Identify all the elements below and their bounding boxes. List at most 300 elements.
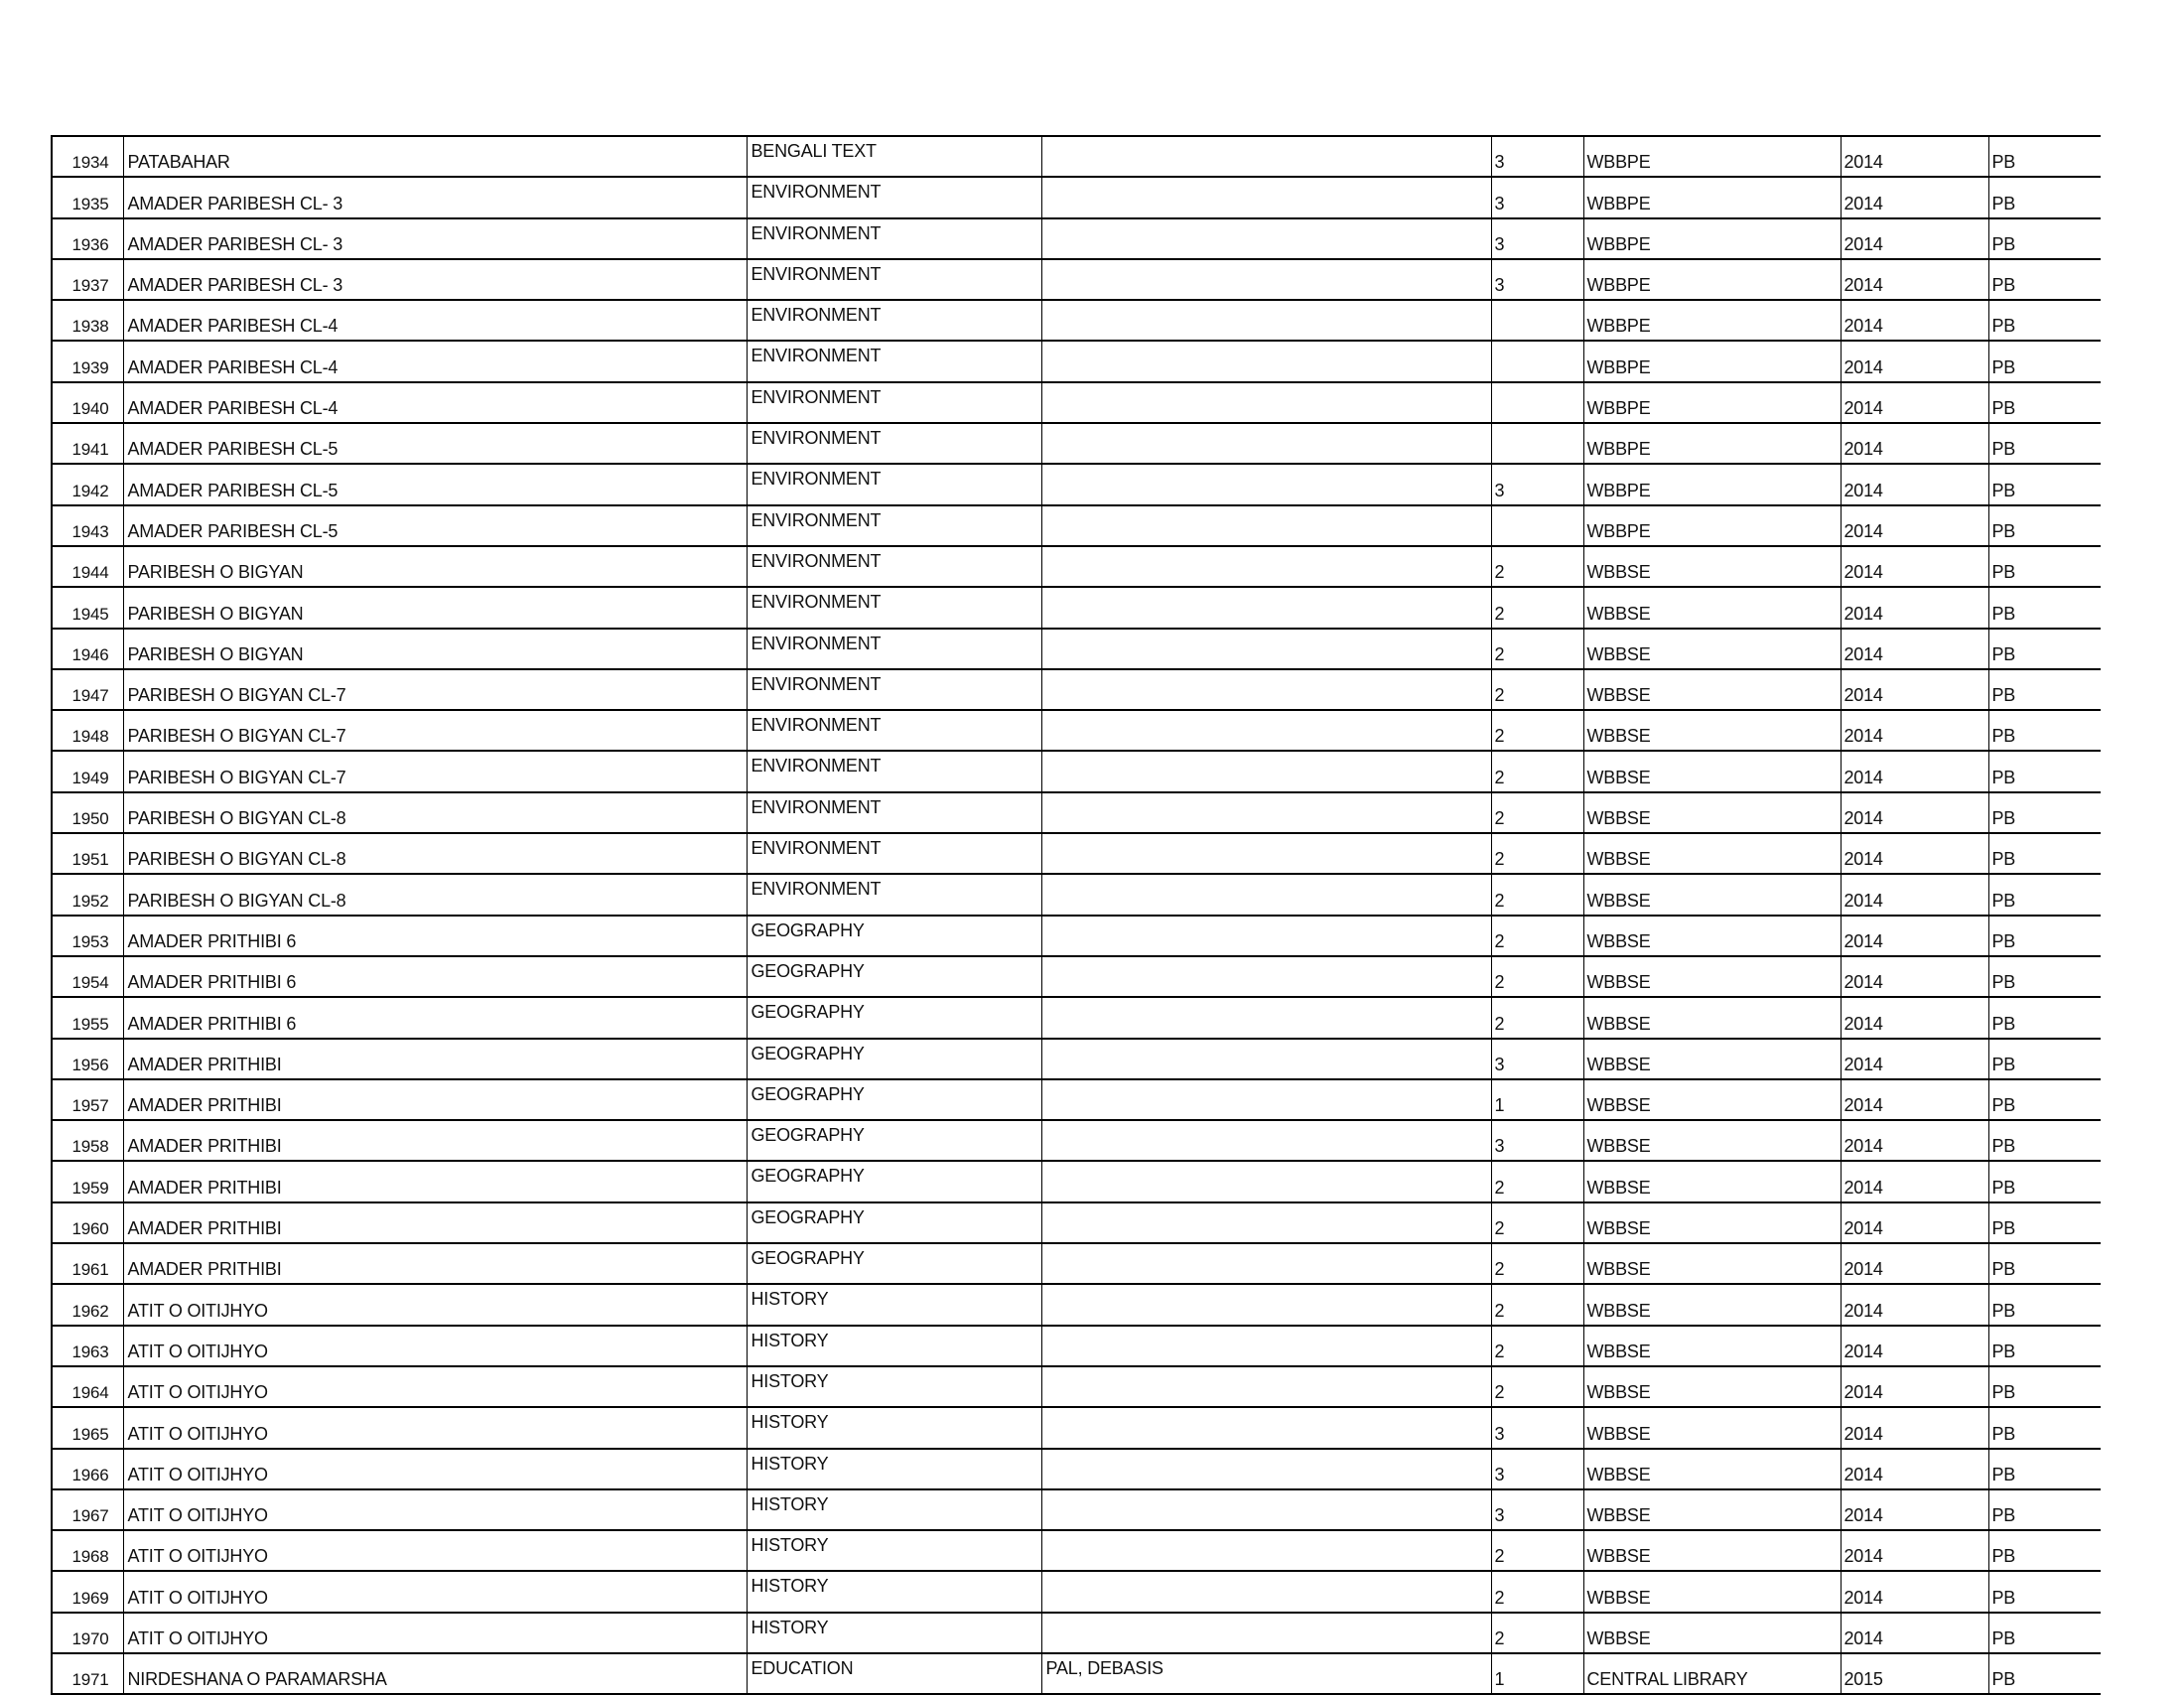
publisher-cell: WBBSE <box>1583 546 1841 587</box>
title-cell: PARIBESH O BIGYAN CL-7 <box>123 751 747 791</box>
title-cell: ATIT O OITIJHYO <box>123 1366 747 1407</box>
subject-cell: GEOGRAPHY <box>747 1161 1041 1201</box>
author-cell <box>1041 833 1491 874</box>
publisher-cell: WBBSE <box>1583 1120 1841 1161</box>
table-row <box>52 587 2101 628</box>
table-body <box>52 136 2101 1694</box>
binding-cell: PB <box>1988 546 2101 587</box>
year-cell: 2014 <box>1841 1407 1988 1448</box>
title-cell: AMADER PRITHIBI <box>123 1079 747 1120</box>
copies-cell: 3 <box>1491 136 1583 177</box>
year-cell: 2014 <box>1841 792 1988 833</box>
binding-cell: PB <box>1988 629 2101 669</box>
table-row <box>52 629 2101 669</box>
subject-cell: ENVIRONMENT <box>747 300 1041 341</box>
author-cell <box>1041 546 1491 587</box>
serial-number-cell: 1970 <box>52 1613 123 1653</box>
year-cell: 2014 <box>1841 464 1988 504</box>
author-cell <box>1041 792 1491 833</box>
binding-cell: PB <box>1988 259 2101 300</box>
subject-cell: ENVIRONMENT <box>747 629 1041 669</box>
year-cell: 2014 <box>1841 1161 1988 1201</box>
author-cell <box>1041 629 1491 669</box>
table-row <box>52 792 2101 833</box>
publisher-cell: WBBPE <box>1583 136 1841 177</box>
subject-cell: EDUCATION <box>747 1653 1041 1694</box>
binding-cell: PB <box>1988 341 2101 381</box>
year-cell: 2014 <box>1841 629 1988 669</box>
subject-cell: ENVIRONMENT <box>747 505 1041 546</box>
author-cell <box>1041 1407 1491 1448</box>
title-cell: PATABAHAR <box>123 136 747 177</box>
author-cell <box>1041 1161 1491 1201</box>
year-cell: 2014 <box>1841 177 1988 217</box>
subject-cell: ENVIRONMENT <box>747 423 1041 464</box>
author-cell <box>1041 259 1491 300</box>
subject-cell: ENVIRONMENT <box>747 587 1041 628</box>
year-cell: 2014 <box>1841 1120 1988 1161</box>
binding-cell: PB <box>1988 1407 2101 1448</box>
year-cell: 2014 <box>1841 505 1988 546</box>
year-cell: 2014 <box>1841 1449 1988 1489</box>
author-cell <box>1041 1366 1491 1407</box>
author-cell <box>1041 587 1491 628</box>
title-cell: AMADER PARIBESH CL-4 <box>123 382 747 423</box>
copies-cell: 2 <box>1491 546 1583 587</box>
subject-cell: HISTORY <box>747 1571 1041 1612</box>
publisher-cell: WBBPE <box>1583 505 1841 546</box>
title-cell: PARIBESH O BIGYAN CL-7 <box>123 669 747 710</box>
author-cell <box>1041 341 1491 381</box>
binding-cell: PB <box>1988 1243 2101 1284</box>
title-cell: AMADER PRITHIBI 6 <box>123 997 747 1038</box>
binding-cell: PB <box>1988 792 2101 833</box>
publisher-cell: WBBSE <box>1583 1530 1841 1571</box>
table-row <box>52 546 2101 587</box>
publisher-cell: WBBSE <box>1583 587 1841 628</box>
author-cell <box>1041 1326 1491 1366</box>
year-cell: 2014 <box>1841 1079 1988 1120</box>
author-cell <box>1041 1449 1491 1489</box>
author-cell <box>1041 669 1491 710</box>
table-row <box>52 916 2101 956</box>
serial-number-cell: 1965 <box>52 1407 123 1448</box>
year-cell: 2014 <box>1841 1530 1988 1571</box>
author-cell <box>1041 177 1491 217</box>
title-cell: AMADER PRITHIBI <box>123 1161 747 1201</box>
serial-number-cell: 1935 <box>52 177 123 217</box>
author-cell <box>1041 1284 1491 1325</box>
binding-cell: PB <box>1988 997 2101 1038</box>
serial-number-cell: 1959 <box>52 1161 123 1201</box>
serial-number-cell: 1934 <box>52 136 123 177</box>
subject-cell: ENVIRONMENT <box>747 669 1041 710</box>
serial-number-cell: 1943 <box>52 505 123 546</box>
subject-cell: ENVIRONMENT <box>747 710 1041 751</box>
publisher-cell: WBBPE <box>1583 300 1841 341</box>
binding-cell: PB <box>1988 505 2101 546</box>
title-cell: AMADER PRITHIBI <box>123 1202 747 1243</box>
table-row <box>52 1449 2101 1489</box>
subject-cell: GEOGRAPHY <box>747 1202 1041 1243</box>
table-row <box>52 1326 2101 1366</box>
author-cell <box>1041 874 1491 915</box>
copies-cell: 2 <box>1491 710 1583 751</box>
subject-cell: ENVIRONMENT <box>747 218 1041 259</box>
author-cell <box>1041 956 1491 997</box>
table-row <box>52 1366 2101 1407</box>
serial-number-cell: 1956 <box>52 1039 123 1079</box>
title-cell: PARIBESH O BIGYAN <box>123 629 747 669</box>
copies-cell: 2 <box>1491 1326 1583 1366</box>
binding-cell: PB <box>1988 218 2101 259</box>
publisher-cell: WBBSE <box>1583 1407 1841 1448</box>
table-row <box>52 874 2101 915</box>
year-cell: 2014 <box>1841 341 1988 381</box>
subject-cell: ENVIRONMENT <box>747 833 1041 874</box>
year-cell: 2014 <box>1841 546 1988 587</box>
title-cell: PARIBESH O BIGYAN CL-8 <box>123 792 747 833</box>
title-cell: ATIT O OITIJHYO <box>123 1489 747 1530</box>
copies-cell: 3 <box>1491 259 1583 300</box>
subject-cell: HISTORY <box>747 1284 1041 1325</box>
year-cell: 2014 <box>1841 1613 1988 1653</box>
binding-cell: PB <box>1988 464 2101 504</box>
serial-number-cell: 1953 <box>52 916 123 956</box>
serial-number-cell: 1967 <box>52 1489 123 1530</box>
binding-cell: PB <box>1988 916 2101 956</box>
subject-cell: HISTORY <box>747 1613 1041 1653</box>
publisher-cell: WBBSE <box>1583 956 1841 997</box>
publisher-cell: WBBSE <box>1583 1079 1841 1120</box>
copies-cell <box>1491 300 1583 341</box>
title-cell: ATIT O OITIJHYO <box>123 1284 747 1325</box>
binding-cell: PB <box>1988 1613 2101 1653</box>
table-row <box>52 341 2101 381</box>
year-cell: 2014 <box>1841 136 1988 177</box>
publisher-cell: WBBPE <box>1583 423 1841 464</box>
copies-cell: 2 <box>1491 1161 1583 1201</box>
serial-number-cell: 1950 <box>52 792 123 833</box>
copies-cell: 3 <box>1491 1489 1583 1530</box>
binding-cell: PB <box>1988 1449 2101 1489</box>
serial-number-cell: 1941 <box>52 423 123 464</box>
subject-cell: ENVIRONMENT <box>747 464 1041 504</box>
publisher-cell: WBBPE <box>1583 177 1841 217</box>
title-cell: PARIBESH O BIGYAN CL-8 <box>123 833 747 874</box>
table-row <box>52 956 2101 997</box>
title-cell: AMADER PARIBESH CL-4 <box>123 300 747 341</box>
year-cell: 2014 <box>1841 423 1988 464</box>
publisher-cell: WBBPE <box>1583 218 1841 259</box>
copies-cell <box>1491 341 1583 381</box>
serial-number-cell: 1938 <box>52 300 123 341</box>
serial-number-cell: 1971 <box>52 1653 123 1694</box>
table-row <box>52 300 2101 341</box>
copies-cell: 2 <box>1491 1202 1583 1243</box>
table-row <box>52 1079 2101 1120</box>
publisher-cell: WBBSE <box>1583 1039 1841 1079</box>
publisher-cell: WBBPE <box>1583 341 1841 381</box>
binding-cell: PB <box>1988 956 2101 997</box>
binding-cell: PB <box>1988 1161 2101 1201</box>
copies-cell: 2 <box>1491 1366 1583 1407</box>
author-cell <box>1041 1489 1491 1530</box>
copies-cell: 2 <box>1491 833 1583 874</box>
subject-cell: HISTORY <box>747 1530 1041 1571</box>
serial-number-cell: 1944 <box>52 546 123 587</box>
copies-cell: 2 <box>1491 1243 1583 1284</box>
year-cell: 2014 <box>1841 259 1988 300</box>
author-cell <box>1041 464 1491 504</box>
binding-cell: PB <box>1988 1653 2101 1694</box>
year-cell: 2014 <box>1841 1284 1988 1325</box>
subject-cell: GEOGRAPHY <box>747 1079 1041 1120</box>
publisher-cell: WBBSE <box>1583 751 1841 791</box>
table-row <box>52 218 2101 259</box>
title-cell: ATIT O OITIJHYO <box>123 1407 747 1448</box>
serial-number-cell: 1954 <box>52 956 123 997</box>
book-list-table <box>51 135 2101 1695</box>
copies-cell: 2 <box>1491 587 1583 628</box>
subject-cell: HISTORY <box>747 1489 1041 1530</box>
serial-number-cell: 1958 <box>52 1120 123 1161</box>
binding-cell: PB <box>1988 1489 2101 1530</box>
year-cell: 2014 <box>1841 874 1988 915</box>
author-cell <box>1041 997 1491 1038</box>
publisher-cell: WBBPE <box>1583 464 1841 504</box>
table-row <box>52 423 2101 464</box>
publisher-cell: WBBSE <box>1583 1161 1841 1201</box>
year-cell: 2014 <box>1841 1243 1988 1284</box>
copies-cell <box>1491 423 1583 464</box>
author-cell <box>1041 1571 1491 1612</box>
title-cell: PARIBESH O BIGYAN <box>123 546 747 587</box>
subject-cell: ENVIRONMENT <box>747 792 1041 833</box>
author-cell <box>1041 300 1491 341</box>
year-cell: 2014 <box>1841 916 1988 956</box>
table-row <box>52 751 2101 791</box>
year-cell: 2014 <box>1841 956 1988 997</box>
binding-cell: PB <box>1988 751 2101 791</box>
binding-cell: PB <box>1988 1039 2101 1079</box>
table-row <box>52 1243 2101 1284</box>
author-cell <box>1041 1039 1491 1079</box>
serial-number-cell: 1952 <box>52 874 123 915</box>
copies-cell: 2 <box>1491 1613 1583 1653</box>
title-cell: AMADER PRITHIBI <box>123 1039 747 1079</box>
copies-cell: 2 <box>1491 629 1583 669</box>
subject-cell: ENVIRONMENT <box>747 177 1041 217</box>
publisher-cell: WBBSE <box>1583 997 1841 1038</box>
publisher-cell: WBBSE <box>1583 916 1841 956</box>
publisher-cell: WBBSE <box>1583 710 1841 751</box>
binding-cell: PB <box>1988 710 2101 751</box>
author-cell <box>1041 136 1491 177</box>
table-row <box>52 997 2101 1038</box>
copies-cell: 2 <box>1491 1530 1583 1571</box>
table-row <box>52 1407 2101 1448</box>
author-cell <box>1041 751 1491 791</box>
subject-cell: BENGALI TEXT <box>747 136 1041 177</box>
publisher-cell: WBBSE <box>1583 1571 1841 1612</box>
publisher-cell: WBBSE <box>1583 1243 1841 1284</box>
binding-cell: PB <box>1988 300 2101 341</box>
table-row <box>52 669 2101 710</box>
serial-number-cell: 1948 <box>52 710 123 751</box>
copies-cell: 2 <box>1491 956 1583 997</box>
publisher-cell: WBBSE <box>1583 792 1841 833</box>
copies-cell: 3 <box>1491 218 1583 259</box>
publisher-cell: WBBSE <box>1583 1449 1841 1489</box>
publisher-cell: WBBSE <box>1583 629 1841 669</box>
subject-cell: HISTORY <box>747 1366 1041 1407</box>
table-row <box>52 1202 2101 1243</box>
title-cell: AMADER PARIBESH CL- 3 <box>123 218 747 259</box>
copies-cell: 2 <box>1491 1571 1583 1612</box>
subject-cell: HISTORY <box>747 1407 1041 1448</box>
title-cell: AMADER PARIBESH CL-5 <box>123 464 747 504</box>
publisher-cell: WBBSE <box>1583 1613 1841 1653</box>
subject-cell: GEOGRAPHY <box>747 1120 1041 1161</box>
author-cell <box>1041 1079 1491 1120</box>
copies-cell: 2 <box>1491 874 1583 915</box>
serial-number-cell: 1968 <box>52 1530 123 1571</box>
serial-number-cell: 1945 <box>52 587 123 628</box>
copies-cell: 1 <box>1491 1079 1583 1120</box>
binding-cell: PB <box>1988 1326 2101 1366</box>
table-row <box>52 177 2101 217</box>
table-row <box>52 1161 2101 1201</box>
subject-cell: ENVIRONMENT <box>747 546 1041 587</box>
table-row <box>52 505 2101 546</box>
year-cell: 2014 <box>1841 1039 1988 1079</box>
title-cell: PARIBESH O BIGYAN CL-7 <box>123 710 747 751</box>
publisher-cell: WBBSE <box>1583 1202 1841 1243</box>
title-cell: NIRDESHANA O PARAMARSHA <box>123 1653 747 1694</box>
table-row <box>52 833 2101 874</box>
subject-cell: GEOGRAPHY <box>747 1039 1041 1079</box>
copies-cell: 1 <box>1491 1653 1583 1694</box>
year-cell: 2014 <box>1841 751 1988 791</box>
publisher-cell: WBBSE <box>1583 833 1841 874</box>
copies-cell: 3 <box>1491 464 1583 504</box>
title-cell: AMADER PRITHIBI <box>123 1243 747 1284</box>
author-cell <box>1041 382 1491 423</box>
title-cell: AMADER PARIBESH CL-5 <box>123 423 747 464</box>
publisher-cell: CENTRAL LIBRARY <box>1583 1653 1841 1694</box>
copies-cell: 3 <box>1491 1407 1583 1448</box>
year-cell: 2014 <box>1841 218 1988 259</box>
subject-cell: GEOGRAPHY <box>747 997 1041 1038</box>
table-row <box>52 1613 2101 1653</box>
title-cell: ATIT O OITIJHYO <box>123 1571 747 1612</box>
binding-cell: PB <box>1988 382 2101 423</box>
table-row <box>52 1653 2101 1694</box>
table-row <box>52 1120 2101 1161</box>
serial-number-cell: 1949 <box>52 751 123 791</box>
table-row <box>52 1039 2101 1079</box>
title-cell: AMADER PARIBESH CL- 3 <box>123 259 747 300</box>
copies-cell: 2 <box>1491 669 1583 710</box>
title-cell: ATIT O OITIJHYO <box>123 1613 747 1653</box>
publisher-cell: WBBPE <box>1583 259 1841 300</box>
copies-cell <box>1491 382 1583 423</box>
binding-cell: PB <box>1988 874 2101 915</box>
serial-number-cell: 1960 <box>52 1202 123 1243</box>
author-cell <box>1041 1613 1491 1653</box>
publisher-cell: WBBSE <box>1583 1489 1841 1530</box>
subject-cell: ENVIRONMENT <box>747 751 1041 791</box>
title-cell: ATIT O OITIJHYO <box>123 1530 747 1571</box>
binding-cell: PB <box>1988 833 2101 874</box>
binding-cell: PB <box>1988 669 2101 710</box>
copies-cell: 3 <box>1491 1120 1583 1161</box>
serial-number-cell: 1961 <box>52 1243 123 1284</box>
serial-number-cell: 1946 <box>52 629 123 669</box>
year-cell: 2014 <box>1841 710 1988 751</box>
title-cell: AMADER PRITHIBI <box>123 1120 747 1161</box>
year-cell: 2014 <box>1841 833 1988 874</box>
serial-number-cell: 1942 <box>52 464 123 504</box>
serial-number-cell: 1969 <box>52 1571 123 1612</box>
binding-cell: PB <box>1988 136 2101 177</box>
serial-number-cell: 1939 <box>52 341 123 381</box>
year-cell: 2014 <box>1841 300 1988 341</box>
serial-number-cell: 1937 <box>52 259 123 300</box>
publisher-cell: WBBSE <box>1583 1284 1841 1325</box>
serial-number-cell: 1966 <box>52 1449 123 1489</box>
publisher-cell: WBBSE <box>1583 874 1841 915</box>
subject-cell: ENVIRONMENT <box>747 874 1041 915</box>
title-cell: AMADER PARIBESH CL-5 <box>123 505 747 546</box>
binding-cell: PB <box>1988 1079 2101 1120</box>
title-cell: AMADER PARIBESH CL- 3 <box>123 177 747 217</box>
publisher-cell: WBBPE <box>1583 382 1841 423</box>
copies-cell: 2 <box>1491 997 1583 1038</box>
author-cell <box>1041 1120 1491 1161</box>
serial-number-cell: 1955 <box>52 997 123 1038</box>
author-cell <box>1041 1202 1491 1243</box>
binding-cell: PB <box>1988 1366 2101 1407</box>
year-cell: 2014 <box>1841 1202 1988 1243</box>
binding-cell: PB <box>1988 587 2101 628</box>
copies-cell: 2 <box>1491 751 1583 791</box>
author-cell <box>1041 1243 1491 1284</box>
publisher-cell: WBBSE <box>1583 1326 1841 1366</box>
title-cell: PARIBESH O BIGYAN CL-8 <box>123 874 747 915</box>
title-cell: ATIT O OITIJHYO <box>123 1449 747 1489</box>
serial-number-cell: 1951 <box>52 833 123 874</box>
table-row <box>52 1571 2101 1612</box>
subject-cell: ENVIRONMENT <box>747 382 1041 423</box>
year-cell: 2014 <box>1841 1571 1988 1612</box>
author-cell <box>1041 710 1491 751</box>
title-cell: PARIBESH O BIGYAN <box>123 587 747 628</box>
table-row <box>52 382 2101 423</box>
binding-cell: PB <box>1988 1571 2101 1612</box>
author-cell <box>1041 1530 1491 1571</box>
table-row <box>52 1530 2101 1571</box>
subject-cell: GEOGRAPHY <box>747 1243 1041 1284</box>
copies-cell: 3 <box>1491 1039 1583 1079</box>
year-cell: 2014 <box>1841 669 1988 710</box>
serial-number-cell: 1936 <box>52 218 123 259</box>
copies-cell: 3 <box>1491 1449 1583 1489</box>
title-cell: AMADER PRITHIBI 6 <box>123 956 747 997</box>
binding-cell: PB <box>1988 1284 2101 1325</box>
table-row <box>52 136 2101 177</box>
